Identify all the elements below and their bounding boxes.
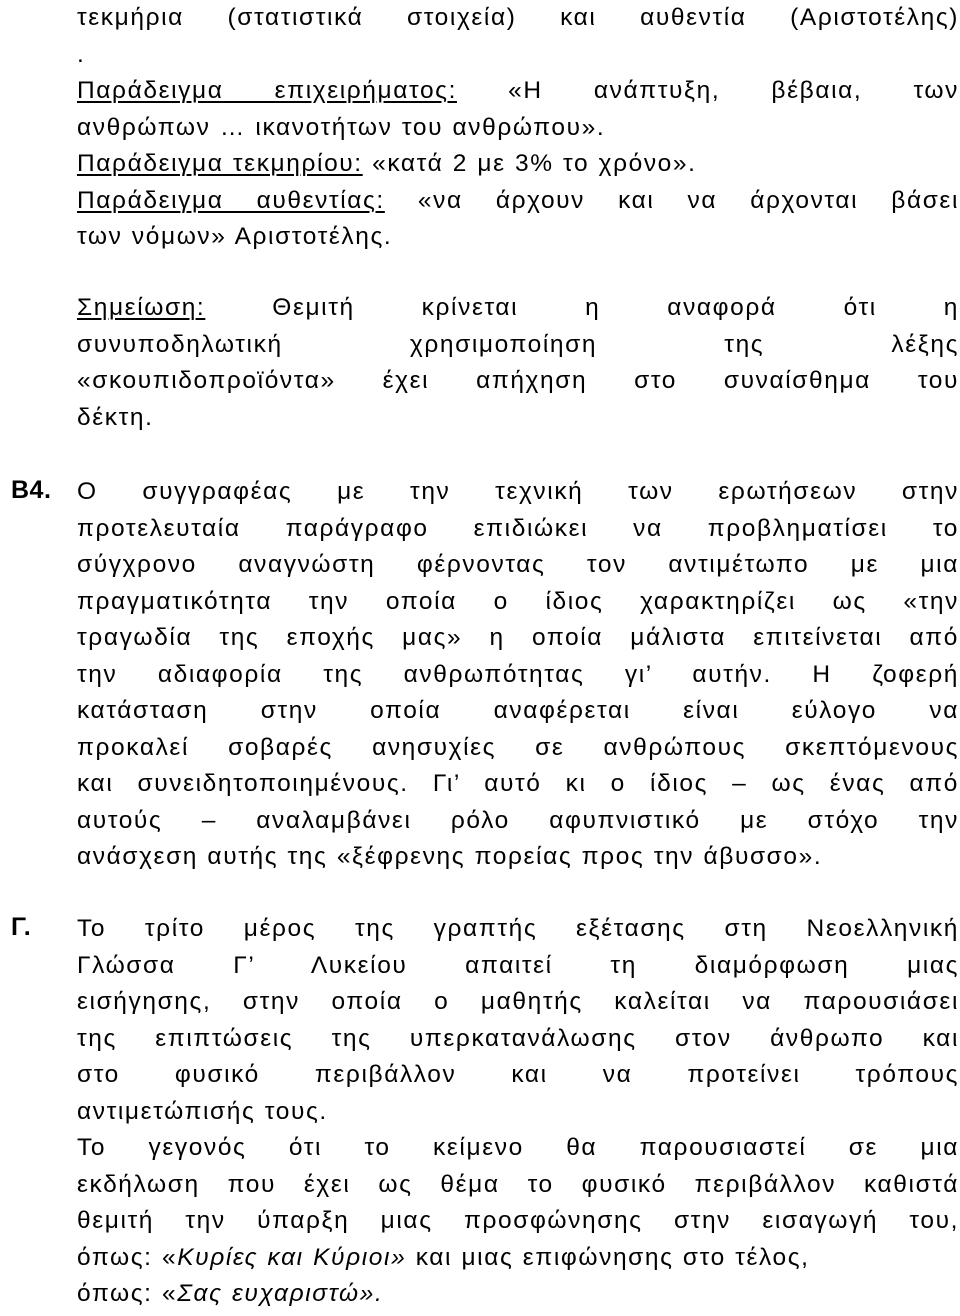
note-text: Θεμιτή κρίνεται η αναφορά ότι η bbox=[205, 294, 959, 321]
text-line: δέκτη. bbox=[77, 403, 154, 431]
text-line: τεκμήρια (στατιστικά στοιχεία) και αυθεντία (Αριστοτέλης) bbox=[77, 4, 959, 31]
text-line: προτελευταία παράγραφο επιδιώκει να προβληματίσει το bbox=[77, 514, 959, 542]
text-line: και συνειδητοποιημένους. Γι’ αυτό κι ο ίδιος – ως ένας από bbox=[77, 770, 959, 797]
text-span: όπως: « bbox=[77, 1280, 178, 1307]
note-label: Σημείωση: bbox=[77, 294, 206, 321]
note-section bbox=[77, 290, 959, 436]
section-marker-c: Γ. bbox=[11, 913, 32, 941]
example-evidence-line bbox=[77, 146, 959, 183]
text-line: . bbox=[77, 40, 86, 68]
text-line: εκδήλωση που έχει ως θέμα το φυσικό περιβάλλον καθιστά bbox=[77, 1170, 959, 1198]
text-line: «σκουπιδοπροϊόντα» έχει απήχηση στο συναίσθημα του bbox=[77, 367, 959, 394]
example-argument-text: «Η ανάπτυξη, βέβαια, των bbox=[456, 77, 959, 104]
note-line bbox=[77, 290, 959, 327]
italic-phrase: Σας ευχαριστώ». bbox=[177, 1280, 384, 1307]
text-line: της επιπτώσεις της υπερκατανάλωσης στον άνθρωπο και bbox=[77, 1024, 959, 1052]
text-line bbox=[77, 1240, 959, 1277]
top-section bbox=[77, 0, 959, 256]
text-line: Ο συγγραφέας με την τεχνική των ερωτήσεων στην bbox=[77, 478, 959, 505]
text-line: την αδιαφορία της ανθρωπότητας γι’ αυτήν. Η ζοφερή bbox=[77, 660, 959, 688]
text-line: των νόμων» Αριστοτέλης. bbox=[77, 223, 393, 250]
example-argument-line bbox=[77, 73, 959, 110]
text-line: πραγματικότητα την οποία ο ίδιος χαρακτηρίζει ως «την bbox=[77, 587, 959, 615]
text-line: αυτούς – αναλαμβάνει ρόλο αφυπνιστικό με στόχο την bbox=[77, 806, 959, 834]
text-line: Το τρίτο μέρος της γραπτής εξέτασης στη Νεοελληνική bbox=[77, 915, 959, 942]
example-argument-label: Παράδειγμα επιχειρήματος: bbox=[77, 77, 457, 104]
example-authority-label: Παράδειγμα αυθεντίας: bbox=[77, 186, 385, 214]
italic-phrase: Κυρίες και Κύριοι» bbox=[177, 1243, 407, 1271]
text-line bbox=[77, 1276, 959, 1313]
section-marker-b4: Β4. bbox=[11, 476, 52, 504]
text-span: και μιας επιφώνησης στο τέλος, bbox=[406, 1243, 810, 1271]
text-line: Γλώσσα Γ’ Λυκείου απαιτεί τη διαμόρφωση μιας bbox=[77, 951, 959, 979]
example-evidence-label: Παράδειγμα τεκμηρίου: bbox=[77, 150, 363, 177]
text-line: θεμιτή την ύπαρξη μιας προσφώνησης στην εισαγωγή του, bbox=[77, 1207, 959, 1234]
text-span: όπως: « bbox=[77, 1243, 178, 1271]
text-line: προκαλεί σοβαρές ανησυχίες σε ανθρώπους σκεπτόμενους bbox=[77, 733, 959, 761]
c-section bbox=[77, 911, 959, 1313]
text-line: ανάσχεση αυτής της «ξέφρενης πορείας προς την άβυσσο». bbox=[77, 843, 823, 870]
example-authority-line bbox=[77, 183, 959, 220]
text-line: στο φυσικό περιβάλλον και να προτείνει τρόπους bbox=[77, 1061, 959, 1088]
text-line: Το γεγονός ότι το κείμενο θα παρουσιαστεί σε μια bbox=[77, 1134, 959, 1161]
b4-section bbox=[77, 474, 959, 876]
text-line: εισήγησης, στην οποία ο μαθητής καλείται να παρουσιάσει bbox=[77, 988, 959, 1015]
example-evidence-text: «κατά 2 με 3% το χρόνο». bbox=[362, 150, 697, 177]
text-line: αντιμετώπισής τους. bbox=[77, 1097, 328, 1125]
text-line: συνυποδηλωτική χρησιμοποίηση της λέξης bbox=[77, 330, 959, 358]
example-authority-text: «να άρχουν και να άρχονται βάσει bbox=[384, 186, 959, 214]
text-line: σύγχρονο αναγνώστη φέρνοντας τον αντιμέτωπο με μια bbox=[77, 551, 959, 578]
text-line: ανθρώπων … ικανοτήτων του ανθρώπου». bbox=[77, 113, 606, 141]
text-line: τραγωδία της εποχής μας» η οποία μάλιστα επιτείνεται από bbox=[77, 624, 959, 651]
text-line: κατάσταση στην οποία αναφέρεται είναι εύλογο να bbox=[77, 697, 959, 724]
